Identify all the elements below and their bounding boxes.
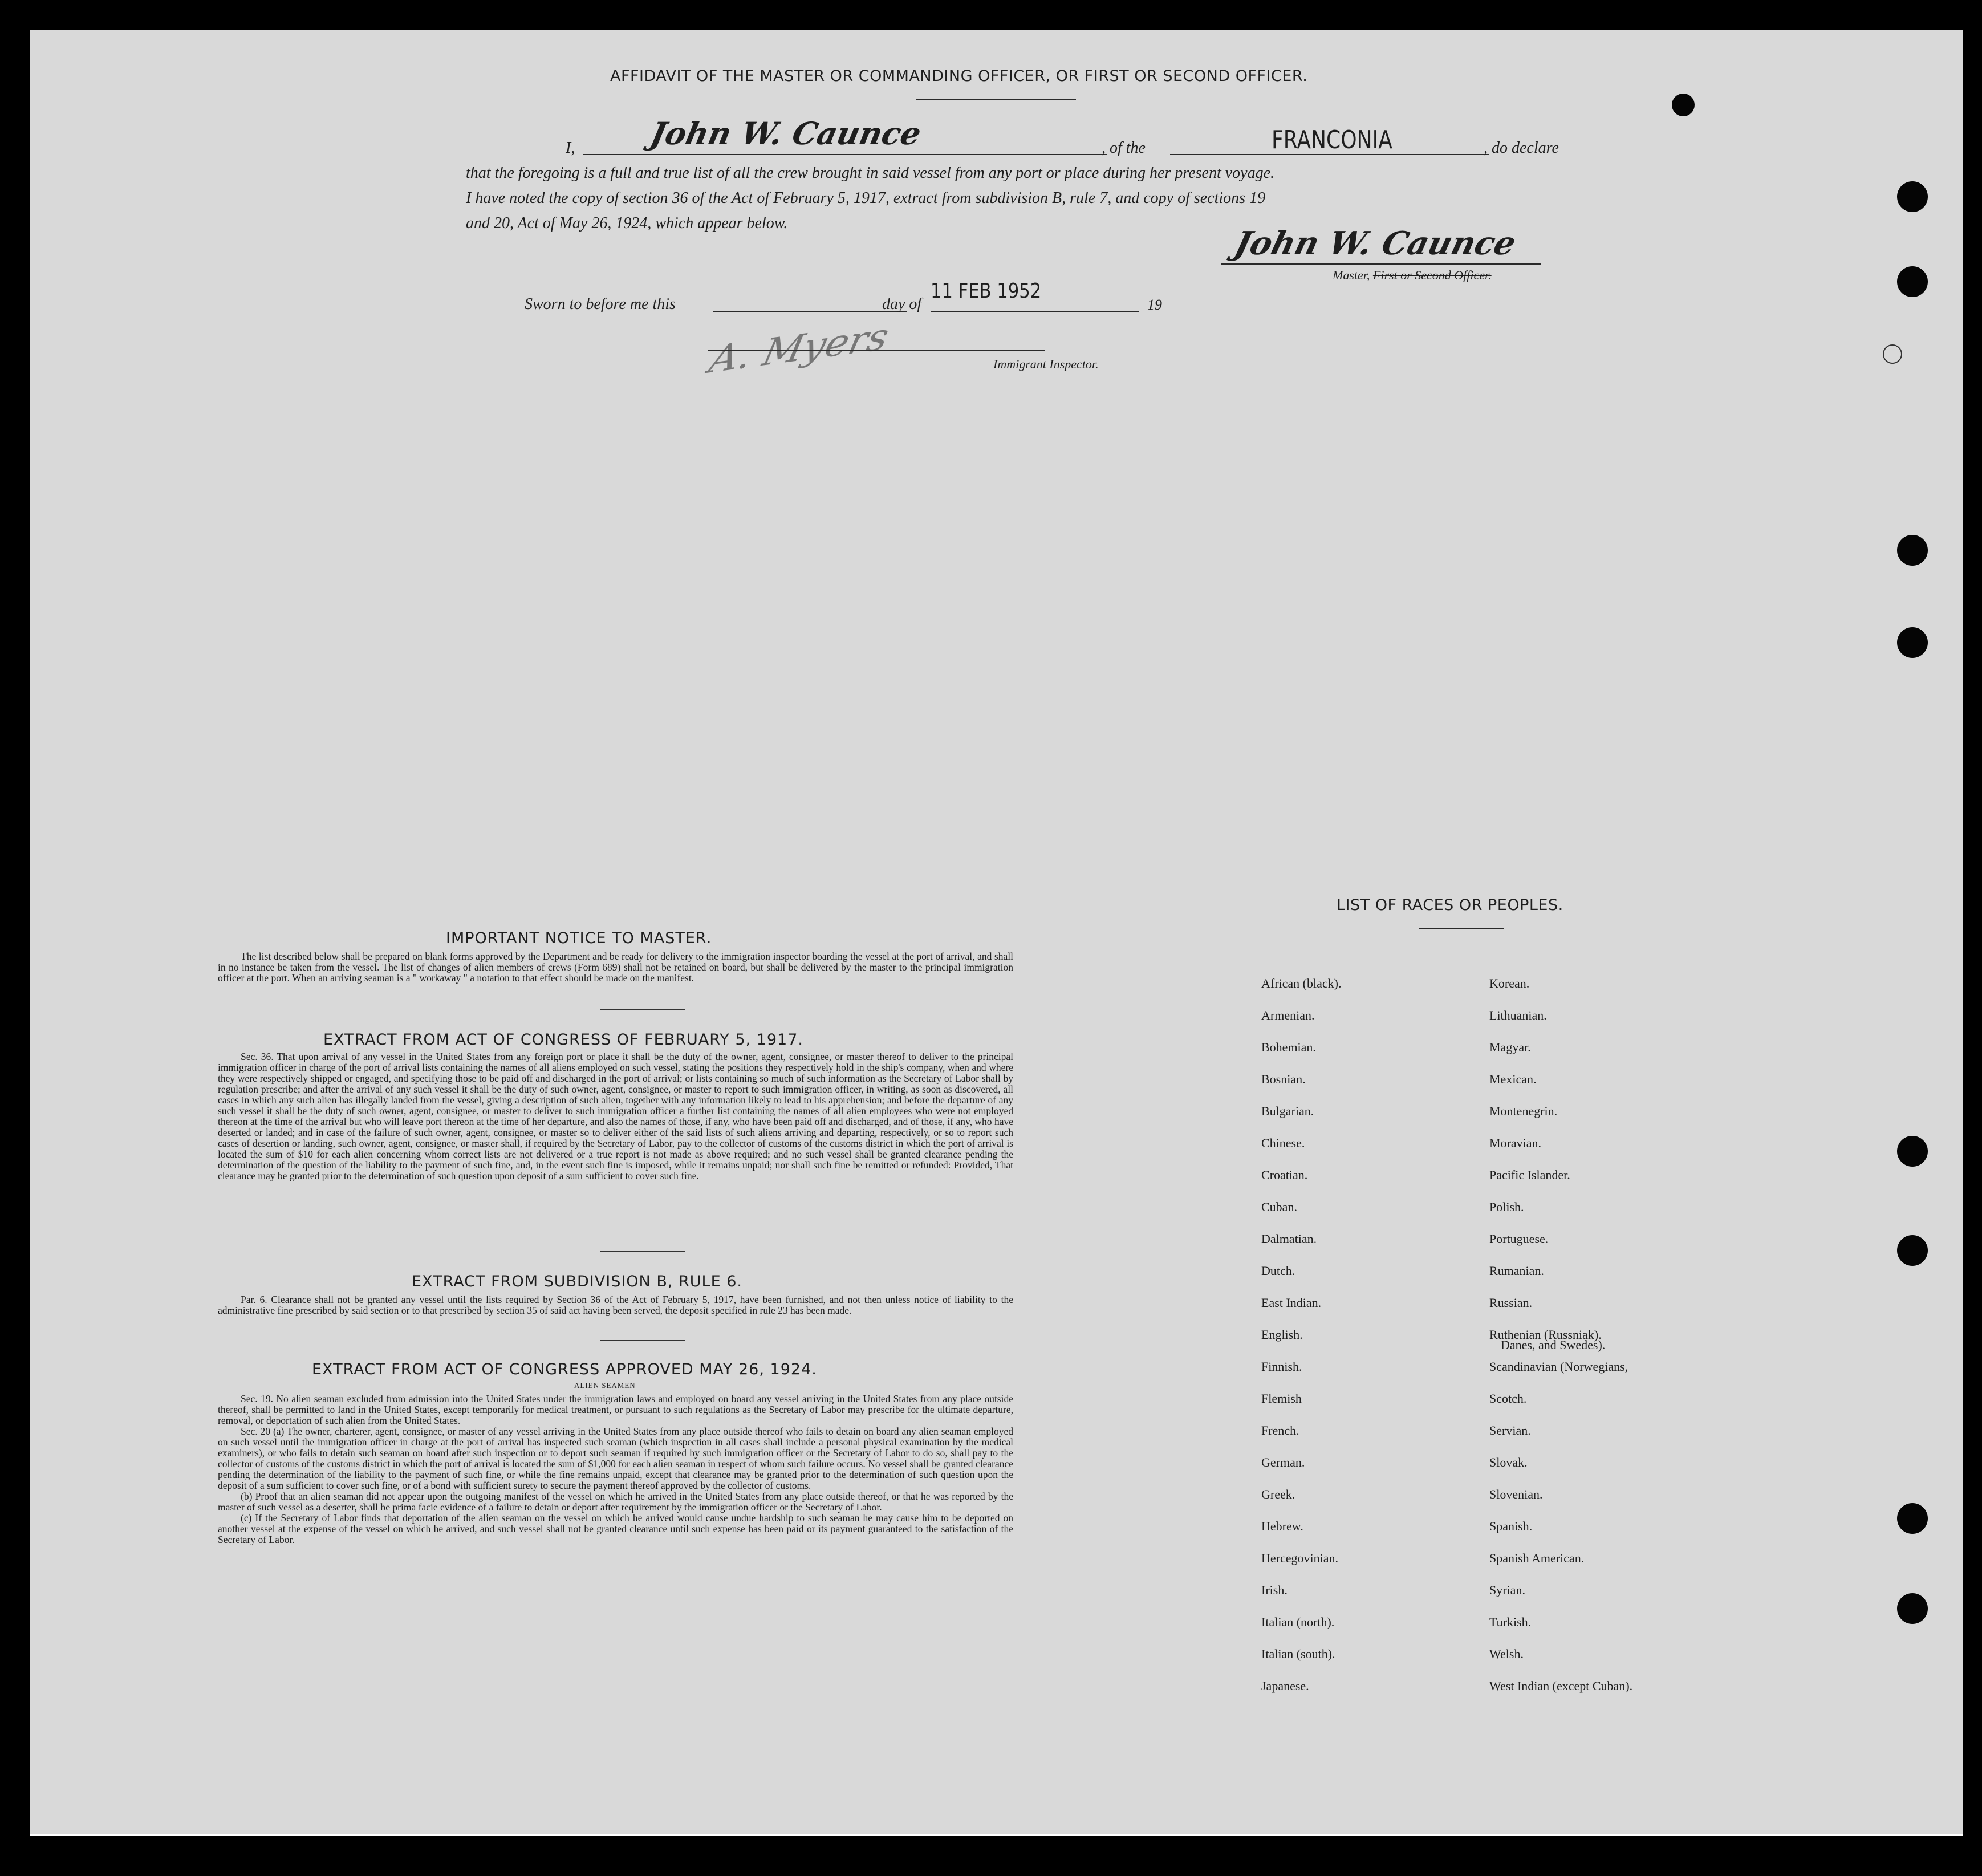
master-role	[1333, 268, 1492, 283]
race-item: Pacific Islander.	[1489, 1168, 1570, 1182]
master-role-label: Master,	[1333, 268, 1373, 282]
sworn-label: Sworn to before me this	[525, 295, 676, 313]
punch-hole	[1897, 627, 1928, 658]
race-item: Finnish.	[1261, 1359, 1302, 1374]
notice-title: IMPORTANT NOTICE TO MASTER.	[446, 929, 712, 947]
race-item: Rumanian.	[1489, 1264, 1544, 1278]
race-item: Bulgarian.	[1261, 1104, 1314, 1118]
day-of-label: day of	[882, 295, 922, 313]
race-item: Armenian.	[1261, 1008, 1315, 1022]
race-item: Irish.	[1261, 1583, 1288, 1597]
sworn-month-line	[931, 311, 1139, 312]
race-item: Chinese.	[1261, 1136, 1305, 1150]
sec-19-paragraph: Sec. 19. No alien seaman excluded from admission into the United States under the immigration laws and employed on board any vessel arriving in the United States from any place outside thereof, shall be permitted to land in the United States, except temporarily for medical treatment, or pursuant to such regulations as the Secretary of Labor may prescribe for the ultimate departure, removal, or deportation of such alien from the United States.	[218, 1393, 1013, 1426]
extract-1924-title: EXTRACT FROM ACT OF CONGRESS APPROVED MAY 26, 1924.	[312, 1361, 817, 1378]
race-item: Ruthenian (Russniak).	[1489, 1327, 1602, 1342]
punch-hole	[1897, 535, 1928, 566]
title-underline	[916, 99, 1076, 100]
race-item: Moravian.	[1489, 1136, 1542, 1150]
sec-20b-paragraph: (b) Proof that an alien seaman did not appear upon the outgoing manifest of the vessel on which he arrived in the United States from any place outside thereof, or that he was reported by the master of such vessel as a deserter, shall be prima facie evidence of a failure to detain or deport after requirement by the immigration officer or the Secretary of Labor.	[218, 1491, 1013, 1513]
race-item: Flemish	[1261, 1391, 1302, 1406]
race-item: African (black).	[1261, 976, 1342, 990]
master-signature-line	[1221, 263, 1541, 265]
document-page	[30, 30, 1963, 1836]
vessel-name: FRANCONIA	[1272, 125, 1392, 155]
affidavit-line-2: I have noted the copy of section 36 of the Act of February 5, 1917, extract from subdivision B, rule 7, and copy of sections 19	[466, 189, 1266, 207]
punch-hole	[1897, 181, 1928, 212]
race-item: Servian.	[1489, 1423, 1531, 1438]
name-line	[583, 154, 1107, 155]
inspector-label: Immigrant Inspector.	[993, 357, 1099, 371]
par-6-paragraph: Par. 6. Clearance shall not be granted any vessel until the lists required by Section 36 of the Act of February 5, 1917, have been furnished, and not then unless notice of liability to the administrative fine prescribed by said section or to that prescribed by section 35 of said act having been served, the deposit specified in rule 23 has been made.	[218, 1294, 1013, 1316]
race-item: Japanese.	[1261, 1679, 1309, 1693]
race-item: Hebrew.	[1261, 1519, 1303, 1533]
sec-36-paragraph: Sec. 36. That upon arrival of any vessel in the United States from any foreign port or place it shall be the duty of the owner, agent, consignee, or master thereof to deliver to the principal immigration officer in charge of the port of arrival lists containing the names of all aliens employed on such vessel, stating the positions they respectively hold in the ship's company, when and where they were respectively shipped or engaged, and specifying those to be paid off and discharged in the port of arrival; or lists containing so much of such information as the Secretary of Labor shall by regulation prescribe; and after the arrival of any such vessel it shall be the duty of such owner, agent, consignee, or master to report to such immigration officer, in writing, as soon as discovered, all cases in which any such alien has illegally landed from the vessel, giving a description of such alien, together with any information likely to lead to his apprehension; and before the departure of any such vessel it shall be the duty of such owner, agent, consignee, or master to deliver to such immigration officer a further list containing the names of all alien employees who were not employed thereon at the time of the arrival but who will leave port thereon at the time of her departure, and also the names of those, if any, who have been paid off and discharged, and of those, if any, who have deserted or landed; and in case of the failure of such owner, agent, consignee, or master so to deliver either of the said lists of such aliens arriving and departing, respectively, or so to report such cases of desertion or landing, such owner, agent, consignee, or master shall, if required by the Secretary of Labor, pay to the collector of customs of the customs district in which the port of arrival is located the sum of $10 for each alien concerning whom correct lists are not delivered or a true report is not made as above required; and no such vessel shall be granted clearance pending the determination of the question of the liability to the payment of such fine, and, in the event such fine is imposed, while it remains unpaid; nor shall such fine be remitted or refunded: Provided, That clearance may be granted prior to the determination of such question upon deposit of a sum sufficient to cover such fine.	[218, 1051, 1013, 1181]
affidavit-line-1: that the foregoing is a full and true list of all the crew brought in said vessel from any port or place during her present voyage.	[466, 164, 1275, 182]
inspector-line	[708, 350, 1045, 351]
race-item: Syrian.	[1489, 1583, 1525, 1597]
race-item: Bohemian.	[1261, 1040, 1316, 1054]
stamp-date: 11 FEB 1952	[931, 279, 1042, 303]
punch-hole	[1897, 1593, 1928, 1624]
race-item: East Indian.	[1261, 1296, 1322, 1310]
subdivision-b-title: EXTRACT FROM SUBDIVISION B, RULE 6.	[412, 1273, 742, 1290]
race-item: Korean.	[1489, 976, 1530, 990]
sworn-day-line	[713, 311, 907, 312]
master-signature: John W. Caunce	[647, 115, 925, 152]
separator	[600, 1251, 685, 1252]
race-item: Croatian.	[1261, 1168, 1308, 1182]
races-title-underline	[1419, 928, 1504, 929]
race-item: Hercegovinian.	[1261, 1551, 1338, 1565]
race-item: Dutch.	[1261, 1264, 1295, 1278]
do-declare-label: , do declare	[1484, 139, 1559, 157]
race-item: Dalmatian.	[1261, 1232, 1317, 1246]
race-item: Spanish.	[1489, 1519, 1533, 1533]
race-item: Portuguese.	[1489, 1232, 1549, 1246]
race-item: Lithuanian.	[1489, 1008, 1547, 1022]
race-item: Italian (north).	[1261, 1615, 1335, 1629]
race-item: Polish.	[1489, 1200, 1524, 1214]
race-item: Magyar.	[1489, 1040, 1531, 1054]
separator	[600, 1340, 685, 1341]
race-item: Turkish.	[1489, 1615, 1532, 1629]
sec-20a-paragraph: Sec. 20 (a) The owner, charterer, agent, consignee, or master of any vessel arriving in the United States from any place outside thereof who fails to detain on board any alien seaman employed on such vessel until the immigration officer in charge at the port of arrival has inspected such seaman (which inspection in all cases shall include a personal physical examination by the medical examiners), or who fails to detain such seaman on board after such inspection or to deport such seaman if required by such immigration officer or the Secretary of Labor to do so, shall pay to the collector of customs of the customs district in which the port of arrival is located the sum of $1,000 for each alien seaman in respect of whom such failure occurs. No vessel shall be granted clearance pending the determination of the liability to the payment of such fine, or while the fine remains unpaid, except that clearance may be granted prior to the determination of such question upon the deposit of a sum sufficient to cover such fine, or of a bond with sufficient surety to secure the payment thereof approved by the collector of customs.	[218, 1426, 1013, 1491]
sec-20c-paragraph: (c) If the Secretary of Labor finds that deportation of the alien seaman on the vessel on which he arrived would cause undue hardship to such seaman he may cause him to be deported on another vessel at the expense of the vessel on which he arrived, and such vessel shall not be granted clearance until such expense has been paid or its payment guaranteed to the satisfaction of the Secretary of Labor.	[218, 1512, 1013, 1545]
punch-hole	[1897, 266, 1928, 297]
race-item: Slovenian.	[1489, 1487, 1543, 1501]
subdivision-b-text	[218, 1294, 1013, 1316]
race-item: Welsh.	[1489, 1647, 1524, 1661]
i-label: I,	[566, 139, 575, 157]
race-item: Montenegrin.	[1489, 1104, 1558, 1118]
race-item: Italian (south).	[1261, 1647, 1335, 1661]
notice-text	[218, 951, 1013, 984]
race-item: Spanish American.	[1489, 1551, 1585, 1565]
extract-1924-text	[218, 1394, 1013, 1545]
affidavit-line-3: and 20, Act of May 26, 1924, which appear below.	[466, 214, 788, 232]
punch-hole	[1897, 1136, 1928, 1167]
race-item: Russian.	[1489, 1296, 1533, 1310]
notice-paragraph: The list described below shall be prepared on blank forms approved by the Department and be ready for delivery to the immigration inspector boarding the vessel at the port of arrival, and shall in no instance be taken from the vessel. The list of changes of alien members of crews (Form 689) shall not be retained on board, but shall be delivered by the master to the principal immigration officer at the port. When an arriving seaman is a " workaway " a notation to that effect should be made on the manifest.	[218, 951, 1013, 984]
race-item: Scandinavian (Norwegians,	[1489, 1359, 1628, 1374]
master-role-struck: First or Second Officer.	[1372, 268, 1492, 282]
race-item: Slovak.	[1489, 1455, 1528, 1469]
of-the-label: , of the	[1102, 139, 1146, 157]
separator	[600, 1009, 685, 1010]
race-item: Scotch.	[1489, 1391, 1527, 1406]
alien-seamen-subtitle: ALIEN SEAMEN	[574, 1381, 636, 1390]
affidavit-title: AFFIDAVIT OF THE MASTER OR COMMANDING OFFICER, OR FIRST OR SECOND OFFICER.	[610, 67, 1308, 85]
extract-1917-title: EXTRACT FROM ACT OF CONGRESS OF FEBRUARY 5, 1917.	[323, 1031, 803, 1049]
race-item: West Indian (except Cuban).	[1489, 1679, 1633, 1693]
punch-hole	[1897, 1503, 1928, 1534]
race-scandinavian-cont: Danes, and Swedes).	[1501, 1338, 1606, 1352]
punch-hole-outline	[1883, 344, 1902, 364]
race-item: German.	[1261, 1455, 1305, 1469]
races-title: LIST OF RACES OR PEOPLES.	[1337, 896, 1563, 914]
inspector-signature: A. Myers	[705, 314, 893, 382]
punch-hole	[1672, 94, 1695, 116]
extract-1917-text	[218, 1051, 1013, 1181]
race-item: English.	[1261, 1327, 1303, 1342]
year-label: 19	[1147, 297, 1162, 313]
punch-hole	[1897, 1235, 1928, 1266]
race-item: Bosnian.	[1261, 1072, 1306, 1086]
race-item: Mexican.	[1489, 1072, 1537, 1086]
race-item: French.	[1261, 1423, 1299, 1438]
race-item: Greek.	[1261, 1487, 1295, 1501]
race-item: Cuban.	[1261, 1200, 1297, 1214]
master-signature-right: John W. Caunce	[1230, 225, 1520, 262]
